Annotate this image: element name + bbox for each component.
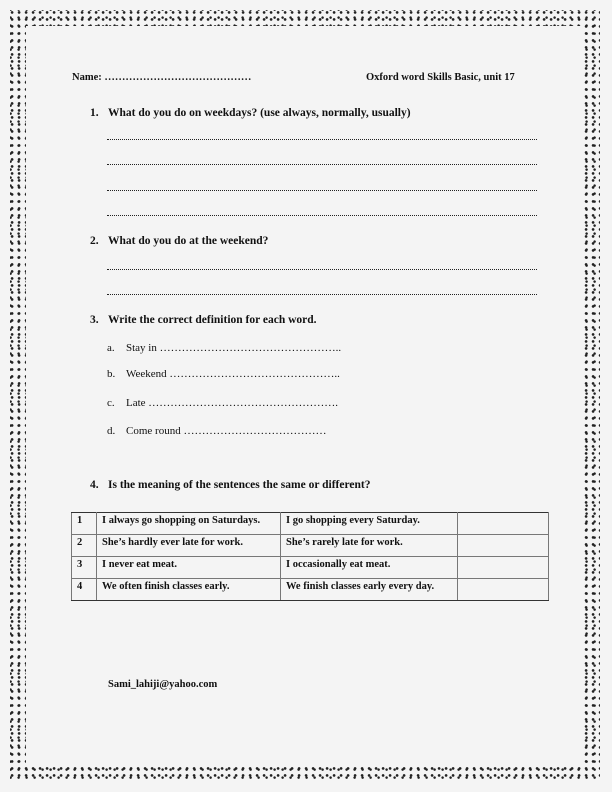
question-text: Is the meaning of the sentences the same or different? [108, 479, 371, 491]
table-row [72, 557, 549, 579]
answer-cell[interactable] [458, 513, 549, 535]
question-number: 1. [90, 107, 99, 119]
table-row [72, 535, 549, 557]
question-text: What do you do at the weekend? [108, 235, 269, 247]
question-1 [90, 107, 411, 119]
definition-text: Weekend ……………………………………….. [126, 368, 340, 380]
row-number: 4 [72, 579, 97, 601]
sentence-a: We often finish classes early. [97, 579, 281, 601]
definition-letter: b. [107, 368, 116, 380]
question-number: 4. [90, 479, 99, 491]
answer-line[interactable] [107, 189, 537, 191]
row-number: 2 [72, 535, 97, 557]
table-row [72, 513, 549, 535]
question-4 [90, 479, 370, 491]
definition-text: Stay in ………………………………………….. [126, 342, 342, 354]
sentence-b: We finish classes early every day. [281, 579, 458, 601]
sentence-b: She’s rarely late for work. [281, 535, 458, 557]
course-title: Oxford word Skills Basic, unit 17 [366, 72, 515, 83]
definition-letter: d. [107, 425, 116, 437]
answer-cell[interactable] [458, 535, 549, 557]
question-2 [90, 235, 268, 247]
answer-line[interactable] [107, 163, 537, 165]
comparison-table [71, 512, 549, 601]
sentence-a: She’s hardly ever late for work. [97, 535, 281, 557]
definition-text: Late ……………………………………………. [126, 397, 339, 409]
question-text: What do you do on weekdays? (use always, normally, usually) [108, 107, 411, 119]
row-number: 3 [72, 557, 97, 579]
definition-letter: c. [107, 397, 115, 409]
definition-letter: a. [107, 342, 115, 354]
answer-cell[interactable] [458, 579, 549, 601]
question-number: 2. [90, 235, 99, 247]
answer-line[interactable] [107, 214, 537, 216]
table-row [72, 579, 549, 601]
author-email: Sami_lahiji@yahoo.com [108, 679, 218, 690]
question-number: 3. [90, 314, 99, 326]
sentence-a: I always go shopping on Saturdays. [97, 513, 281, 535]
answer-cell[interactable] [458, 557, 549, 579]
definition-item-c [107, 397, 338, 409]
answer-line[interactable] [107, 293, 537, 295]
answer-line[interactable] [107, 268, 537, 270]
question-text: Write the correct definition for each word. [108, 314, 317, 326]
definition-item-b [107, 368, 340, 380]
definition-item-d [107, 425, 326, 437]
answer-line[interactable] [107, 138, 537, 140]
row-number: 1 [72, 513, 97, 535]
sentence-b: I occasionally eat meat. [281, 557, 458, 579]
sentence-b: I go shopping every Saturday. [281, 513, 458, 535]
definition-item-a [107, 342, 341, 354]
name-field-label: Name: …………………………………… [72, 72, 252, 83]
page-content-area [26, 26, 584, 764]
sentence-a: I never eat meat. [97, 557, 281, 579]
definition-text: Come round ………………………………… [126, 425, 327, 437]
question-3 [90, 314, 317, 326]
